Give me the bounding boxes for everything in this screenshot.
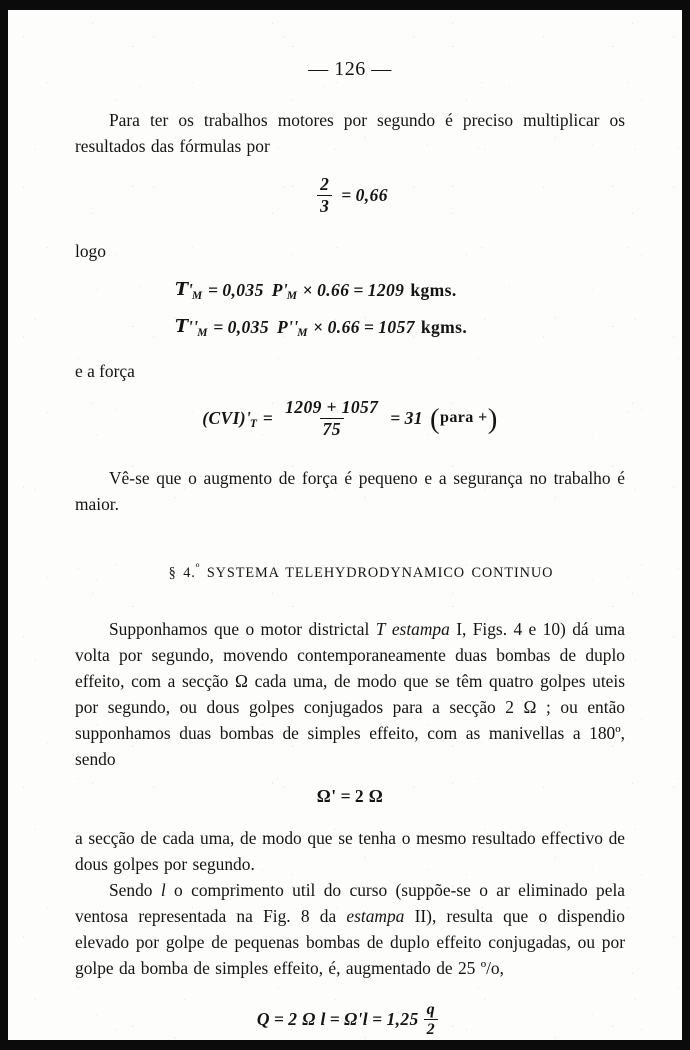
equals-sign-omega: = <box>340 785 351 806</box>
supponhamos-part-2: I, Figs. 4 e 10) dá uma volta por segundo, movendo contemporaneamente duas bombas de duplo effeito, com a secção Ω cada uma, de modo que se têm quatro golpes uteis por segundo, ou dous golpes conjugados para a secção 2 Ω ; ou então supponhamos duas bombas de simples effeito, com as manivellas a 180º, sendo <box>75 618 625 769</box>
label-logo: logo <box>75 240 106 261</box>
equals-sign: = <box>341 184 352 205</box>
subscript-M-1: M <box>191 290 203 303</box>
result-work-2: 1057 <box>378 316 415 337</box>
unit-work-2: kgms. <box>420 316 468 337</box>
italic-estampa-2: estampa <box>346 905 405 926</box>
force-prime: ' <box>246 407 252 428</box>
equals-sign-q-3: = <box>372 1008 383 1029</box>
discharge-term-2: Ω'l <box>344 1008 369 1029</box>
prime-2: '' <box>188 316 199 337</box>
force-result: 31 <box>404 407 423 428</box>
paragraph-ve-se: Vê-se que o augmento de força é pequeno e a segurança no trabalho é maior. <box>75 467 625 514</box>
equals-sign-q-1: = <box>273 1008 285 1029</box>
paragraph-intro: Para ter os trabalhos motores por segundo é preciso multiplicar os resultados das fórmulas por <box>75 110 625 156</box>
result-work-1: 1209 <box>367 279 405 300</box>
variable-P-2: P <box>276 316 289 337</box>
sendo-part-1: Sendo <box>109 879 161 900</box>
symbol-T-prime-2: T <box>175 317 189 338</box>
equals-sign-work-1b: = <box>353 279 364 300</box>
equation-omega <box>75 786 625 807</box>
section-mark: § 4. <box>168 564 196 581</box>
equation-work-1 <box>75 280 625 301</box>
discharge-fraction-denominator: 2 <box>424 1019 438 1038</box>
fraction-force <box>282 398 381 439</box>
coefficient-work-1: 0,035 <box>222 279 264 300</box>
page-content <box>8 58 682 1038</box>
equals-sign-work-2: = <box>213 316 224 337</box>
sendo-part-3: II), resulta que o dispendio elevado por golpe de pequenas bombas de duplo effeito conjugadas, ou por golpe da bomba de simples effeito, é, augmentado de 25 º/o, <box>75 905 625 978</box>
discharge-lhs: Q <box>256 1008 270 1029</box>
equation-force <box>75 398 625 439</box>
factor-work-2: 0.66 <box>327 316 360 337</box>
equals-sign-force: = <box>262 407 274 428</box>
force-paren-open: ( <box>202 407 209 428</box>
prime-1: ' <box>188 279 194 300</box>
discharge-term-1: 2 Ω l <box>288 1008 326 1029</box>
document-page <box>8 10 682 1040</box>
equation-result: 0,66 <box>355 184 388 205</box>
force-denominator: 75 <box>320 418 344 439</box>
note-paren-close: ) <box>487 403 498 436</box>
multiply-sign-1: × <box>302 279 314 300</box>
variable-P-1: P <box>271 279 283 300</box>
section-title: SYSTEMA TELEHYDRODYNAMICO CONTINUO <box>206 564 554 581</box>
section-ordinal: º <box>195 560 201 575</box>
equals-sign-work-2b: = <box>363 316 375 337</box>
omega-rhs: 2 Ω <box>354 785 384 806</box>
variable-subscript-M-1: M <box>286 290 298 303</box>
fraction-denominator: 3 <box>317 195 332 216</box>
equation-work-2 <box>75 317 625 338</box>
symbol-T-prime-1: T <box>175 280 189 301</box>
paragraph-a-seccao: a secção de cada uma, de modo que se tenha o mesmo resultado effectivo de dous golpes por segundo. <box>75 827 625 874</box>
equation-discharge <box>75 1001 625 1039</box>
discharge-fraction-numerator: q <box>426 1000 436 1018</box>
variable-subscript-M-2: M <box>297 327 308 340</box>
italic-T: T <box>375 618 386 639</box>
force-symbol-cvi: CVI <box>208 407 240 428</box>
variable-prime-2: '' <box>288 316 299 337</box>
fraction-numerator: 2 <box>320 174 330 194</box>
equation-two-thirds <box>75 175 625 216</box>
multiply-sign-2: × <box>313 316 324 337</box>
paragraph-sendo-l <box>75 877 625 981</box>
label-e-a-forca: e a força <box>75 360 135 381</box>
paragraph-supponhamos <box>75 616 625 772</box>
sendo-part-2: o comprimento util do curso (suppõe-se o ar eliminado pela ventosa representada na Fig. 8 da <box>75 879 626 926</box>
italic-l: l <box>160 879 166 900</box>
omega-lhs: Ω' <box>316 785 337 806</box>
equals-sign-work-1: = <box>207 279 219 300</box>
force-paren-close: ) <box>239 407 247 428</box>
equals-sign-q-2: = <box>329 1008 341 1029</box>
factor-work-1: 0.66 <box>317 279 350 300</box>
variable-prime-1: ' <box>282 279 289 300</box>
unit-work-1: kgms. <box>410 279 457 300</box>
equals-sign-force-2: = <box>390 407 401 428</box>
section-heading <box>75 561 625 582</box>
force-numerator: 1209 + 1057 <box>285 396 379 417</box>
italic-estampa-1: estampa <box>391 618 450 639</box>
supponhamos-part-1: Supponhamos que o motor districtal <box>109 618 376 639</box>
note-paren-open: ( <box>429 403 440 436</box>
force-note: para + <box>439 409 488 427</box>
fraction-two-thirds <box>317 175 332 216</box>
page-number: — 126 — <box>308 58 392 80</box>
coefficient-work-2: 0,035 <box>227 316 269 337</box>
force-subscript-T: T <box>249 418 258 431</box>
discharge-coefficient: 1,25 <box>386 1008 419 1029</box>
fraction-q-over-2 <box>424 1001 438 1039</box>
subscript-M-2: M <box>197 327 208 340</box>
